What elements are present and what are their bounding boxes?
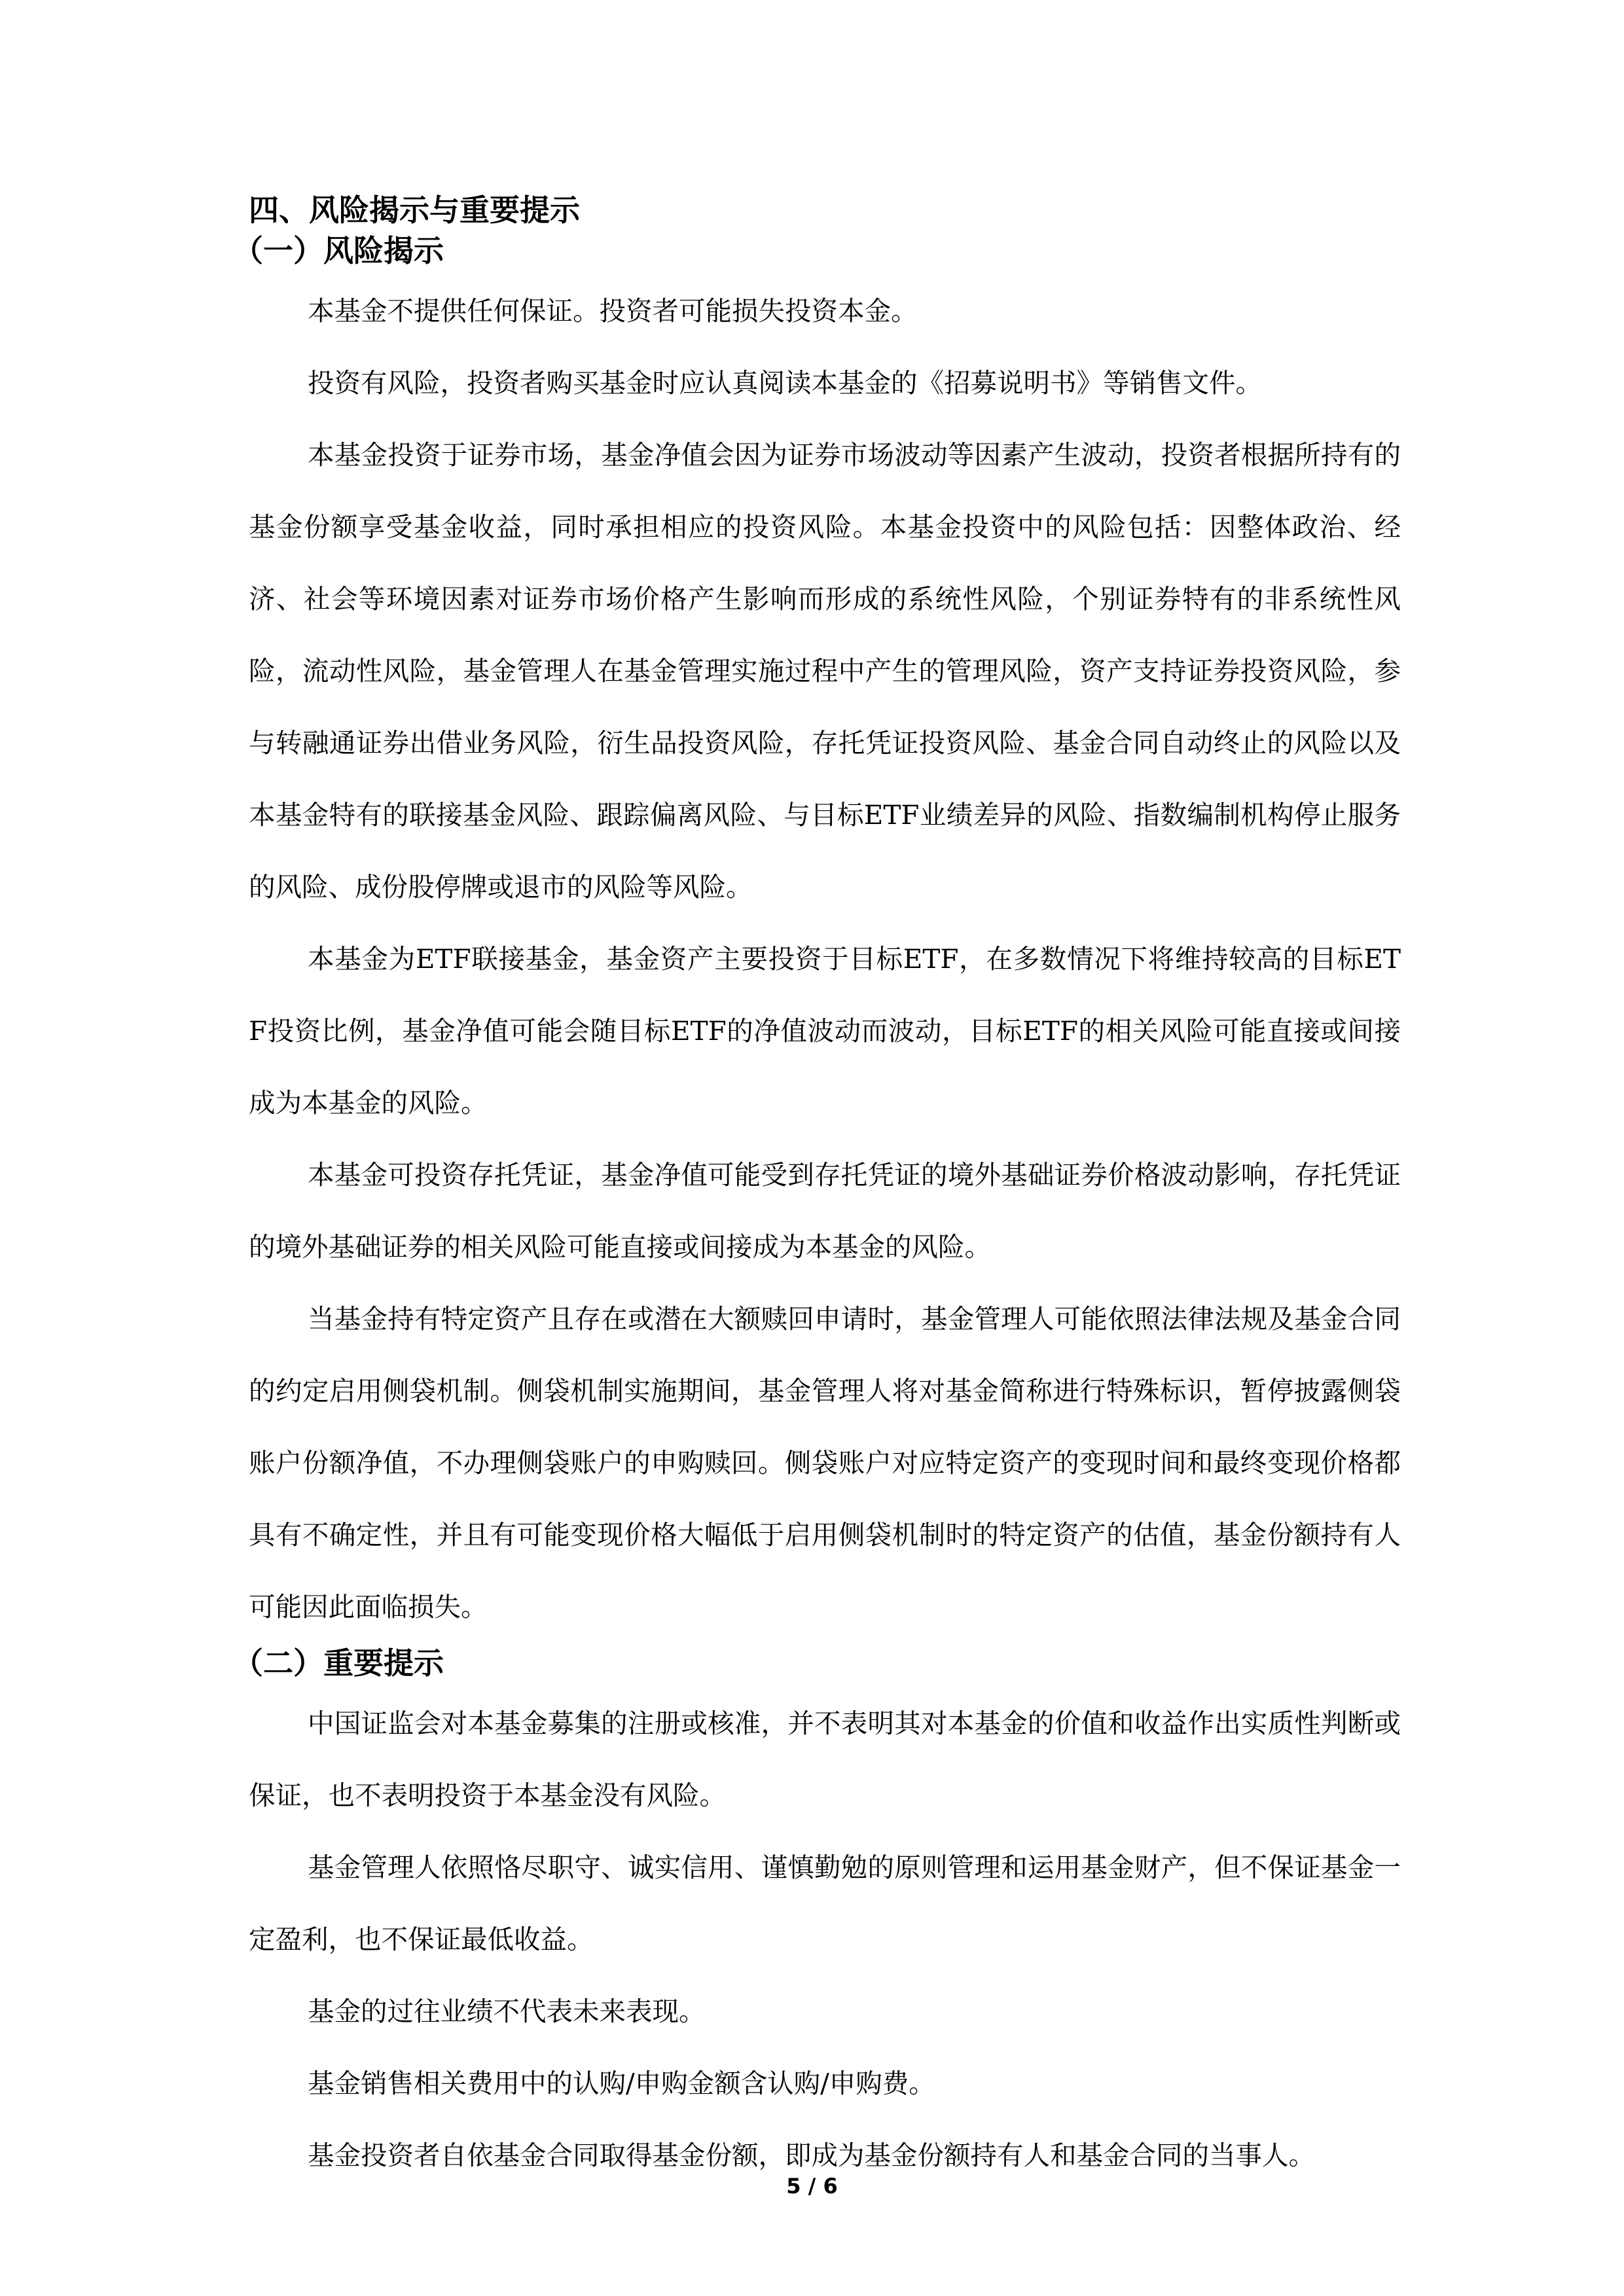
risk-paragraph: 当基金持有特定资产且存在或潜在大额赎回申请时，基金管理人可能依照法律法规及基金合同的约定启用侧袋机制。侧袋机制实施期间，基金管理人将对基金简称进行特殊标识，暂停披露侧袋账户份额净值，不办理侧袋账户的申购赎回。侧袋账户对应特定资产的变现时间和最终变现价格都具有不确定性，并且有可能变现价格大幅低于启用侧袋机制时的特定资产的估值，基金份额持有人可能因此面临损失。	[249, 1303, 1401, 1623]
risk-paragraph: 本基金不提供任何保证。投资者可能损失投资本金。	[308, 295, 918, 327]
notice-paragraph: 基金的过往业绩不代表未来表现。	[308, 1996, 706, 2027]
risk-paragraphs	[249, 275, 1401, 1643]
risk-paragraph: 本基金可投资存托凭证，基金净值可能受到存托凭证的境外基础证券价格波动影响，存托凭证的境外基础证券的相关风险可能直接或间接成为本基金的风险。	[249, 1159, 1401, 1263]
notice-paragraph: 基金销售相关费用中的认购/申购金额含认购/申购费。	[308, 2068, 935, 2099]
risk-paragraph: 本基金投资于证券市场，基金净值会因为证券市场波动等因素产生波动，投资者根据所持有的基金份额享受基金收益，同时承担相应的投资风险。本基金投资中的风险包括：因整体政治、经济、社会等环境因素对证券市场价格产生影响而形成的系统性风险，个别证券特有的非系统性风险，流动性风险，基金管理人在基金管理实施过程中产生的管理风险，资产支持证券投资风险，参与转融通证券出借业务风险，衍生品投资风险，存托凭证投资风险、基金合同自动终止的风险以及本基金特有的联接基金风险、跟踪偏离风险、与目标ETF业绩差异的风险、指数编制机构停止服务的风险、成份股停牌或退市的风险等风险。	[249, 439, 1401, 903]
section-title: 四、风险揭示与重要提示	[249, 192, 580, 228]
page-number: 5 / 6	[786, 2174, 838, 2198]
risk-paragraph: 本基金为ETF联接基金，基金资产主要投资于目标ETF，在多数情况下将维持较高的目标ETF投资比例，基金净值可能会随目标ETF的净值波动而波动，目标ETF的相关风险可能直接或间接成为本基金的风险。	[249, 943, 1401, 1119]
risk-paragraph: 投资有风险，投资者购买基金时应认真阅读本基金的《招募说明书》等销售文件。	[308, 367, 1262, 399]
risk-heading: （一）风险揭示	[233, 233, 444, 268]
notice-paragraphs	[249, 1687, 1401, 2191]
notice-paragraph: 中国证监会对本基金募集的注册或核准，并不表明其对本基金的价值和收益作出实质性判断或保证，也不表明投资于本基金没有风险。	[249, 1708, 1401, 1811]
notice-heading: （二）重要提示	[233, 1645, 444, 1681]
notice-paragraph: 基金投资者自依基金合同取得基金份额，即成为基金份额持有人和基金合同的当事人。	[308, 2140, 1315, 2171]
notice-paragraph: 基金管理人依照恪尽职守、诚实信用、谨慎勤勉的原则管理和运用基金财产，但不保证基金一定盈利，也不保证最低收益。	[249, 1852, 1401, 1955]
page-content	[233, 190, 1401, 2191]
